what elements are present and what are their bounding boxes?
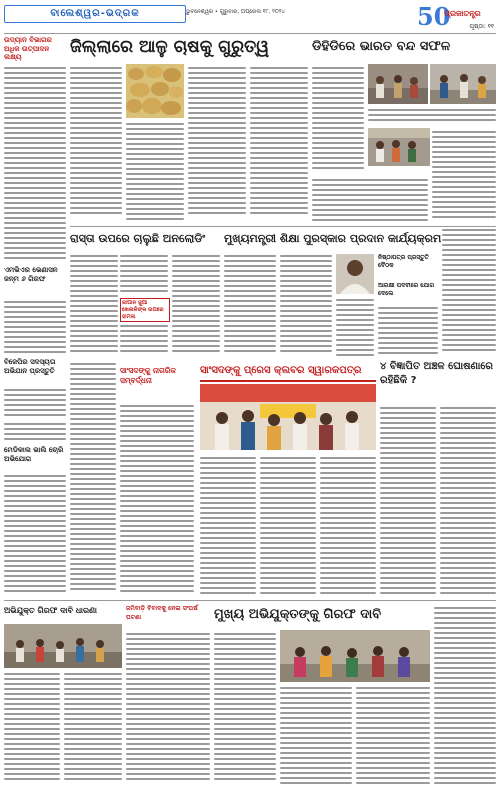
section-rule	[4, 600, 496, 601]
story-headline: ସାଂସଦଙ୍କୁ ପ୍ରେସ କ୍ଲବର ସ୍ୱାରକପତ୍ର	[200, 365, 362, 376]
story-body	[70, 252, 118, 356]
brand-name: ପ୍ରଜାତନ୍ତ୍ର	[444, 9, 481, 18]
story-body	[172, 252, 220, 356]
story-headline: ଏମଭିଏର ଭେଣାସନ ଜନ୍ମ ୬ ଗିରଫ	[4, 266, 58, 283]
story-body	[126, 630, 210, 784]
section-rule	[70, 226, 496, 227]
story-body	[120, 252, 168, 296]
story-body	[4, 472, 66, 596]
story-headline: ୪ ବିଜ୍ଞାପିତ ଅଞ୍ଚଳ ଘୋଷଣାରେ ରହିଛିକି ?	[380, 361, 493, 386]
story-headline: ରାସ୍ତା ଉପରେ ଚାଲୁଛି ଅନଲୋଡିଂ	[70, 232, 206, 245]
story-body	[368, 106, 496, 126]
story-body	[64, 670, 122, 784]
story-body	[4, 386, 66, 418]
story-body	[378, 304, 438, 356]
story-body	[126, 120, 184, 224]
story-headline: ମୁଖ୍ୟମନ୍ତ୍ରୀ ଶିକ୍ଷା ପୁରସ୍କାର ପ୍ରଦାନ କାର୍ଯ୍ୟକ୍ରମ	[224, 232, 442, 245]
story-headline: ଅଭିଯୁକ୍ତ ଗିରଫ ଦାବି ଧାରଣା	[4, 606, 97, 615]
story-body	[188, 64, 246, 224]
photo-portrait	[336, 254, 374, 294]
story-body	[120, 402, 194, 596]
photo-potatoes	[126, 64, 184, 118]
story-body	[4, 420, 66, 444]
photo-protest-2	[430, 64, 496, 104]
story-body	[4, 298, 66, 354]
photo-protest-1	[368, 64, 428, 104]
story-body	[312, 176, 428, 224]
anniversary-logo: 50	[417, 2, 451, 31]
story-headline: ଆରକ୍ଷୀ ପଦବୀରେ ଯୋଗ ଦେଲେ	[378, 282, 435, 297]
photo-dharana	[4, 624, 122, 668]
story-body	[442, 226, 496, 356]
story-body	[312, 64, 364, 174]
photo-protest-3	[368, 128, 430, 166]
story-body	[280, 252, 332, 356]
story-headline: ଉଦ୍ୟାନ ବିଭାଗର ଅଧିକ ଉତ୍ପାଦନ ଲକ୍ଷ୍ୟ	[4, 36, 52, 61]
dateline: ଭୁବନେଶ୍ୱର • ଗୁରୁବାର, ଅପ୍ରେଲ ୧୮, ୨୦୨୪	[186, 9, 285, 15]
story-body	[320, 454, 376, 596]
story-headline: ଜିଲ୍ଲାରେ ଆଳୁ ଚାଷକୁ ଗୁରୁତ୍ୱ	[70, 37, 270, 57]
story-body	[250, 64, 308, 224]
story-body	[432, 128, 496, 224]
story-headline: ସାଂସଦଙ୍କୁ ନାଗରିକ ସମ୍ବର୍ଦ୍ଧନା	[120, 366, 176, 385]
story-body	[70, 360, 116, 596]
story-body	[336, 296, 374, 356]
story-body	[356, 684, 430, 784]
story-headline: ଜାପାନ ଜୁଆ ଖେଳାଳିଙ୍କ ଉପରେ ହାମଲା	[120, 298, 170, 322]
story-headline: ମୁଖ୍ୟ ଅଭିଯୁକ୍ତଙ୍କୁ ଗିରଫ ଦାବି	[214, 607, 382, 622]
photo-women-group	[280, 630, 430, 682]
story-headline: ଡିହିଡିରେ ଭାରତ ବନ୍ଦ ସଫଳ	[312, 39, 451, 54]
story-body	[440, 404, 496, 596]
page-number: ପୃଷ୍ଠା: ୧୧	[469, 23, 494, 30]
story-headline: ମେଡିକାଲ ଭାଲି ଚୋରି ଅଭିଯୋଗ	[4, 446, 64, 463]
story-body	[4, 64, 66, 264]
section-title: ବାଲେଶ୍ୱର-ଭଦ୍ରକ	[4, 5, 186, 23]
masthead	[4, 3, 496, 33]
story-body	[224, 252, 276, 356]
headline-rule	[200, 380, 376, 382]
story-body	[214, 630, 276, 784]
story-body	[434, 604, 496, 784]
masthead-rule	[4, 33, 496, 34]
story-body	[280, 684, 352, 784]
story-body	[380, 404, 436, 596]
story-body	[120, 322, 168, 356]
story-body	[200, 454, 256, 596]
photo-press-club	[200, 384, 376, 450]
story-headline: ବିଜେପିର ସଦସ୍ୟତା ଅଭିଯାନ ପ୍ରସ୍ତୁତି	[4, 358, 56, 375]
story-headline: ନିଷ୍ଠାପତ୍ର ପ୍ରସ୍ତୁତି ବୈଠକ	[378, 254, 429, 269]
story-body	[70, 64, 122, 224]
story-headline: ଜମିବାଡ଼ି ବିବାଦକୁ ନେଇ ସଂଘର୍ଷ ଘଟଣା	[126, 605, 198, 621]
story-body	[260, 454, 316, 596]
story-body	[4, 670, 60, 784]
